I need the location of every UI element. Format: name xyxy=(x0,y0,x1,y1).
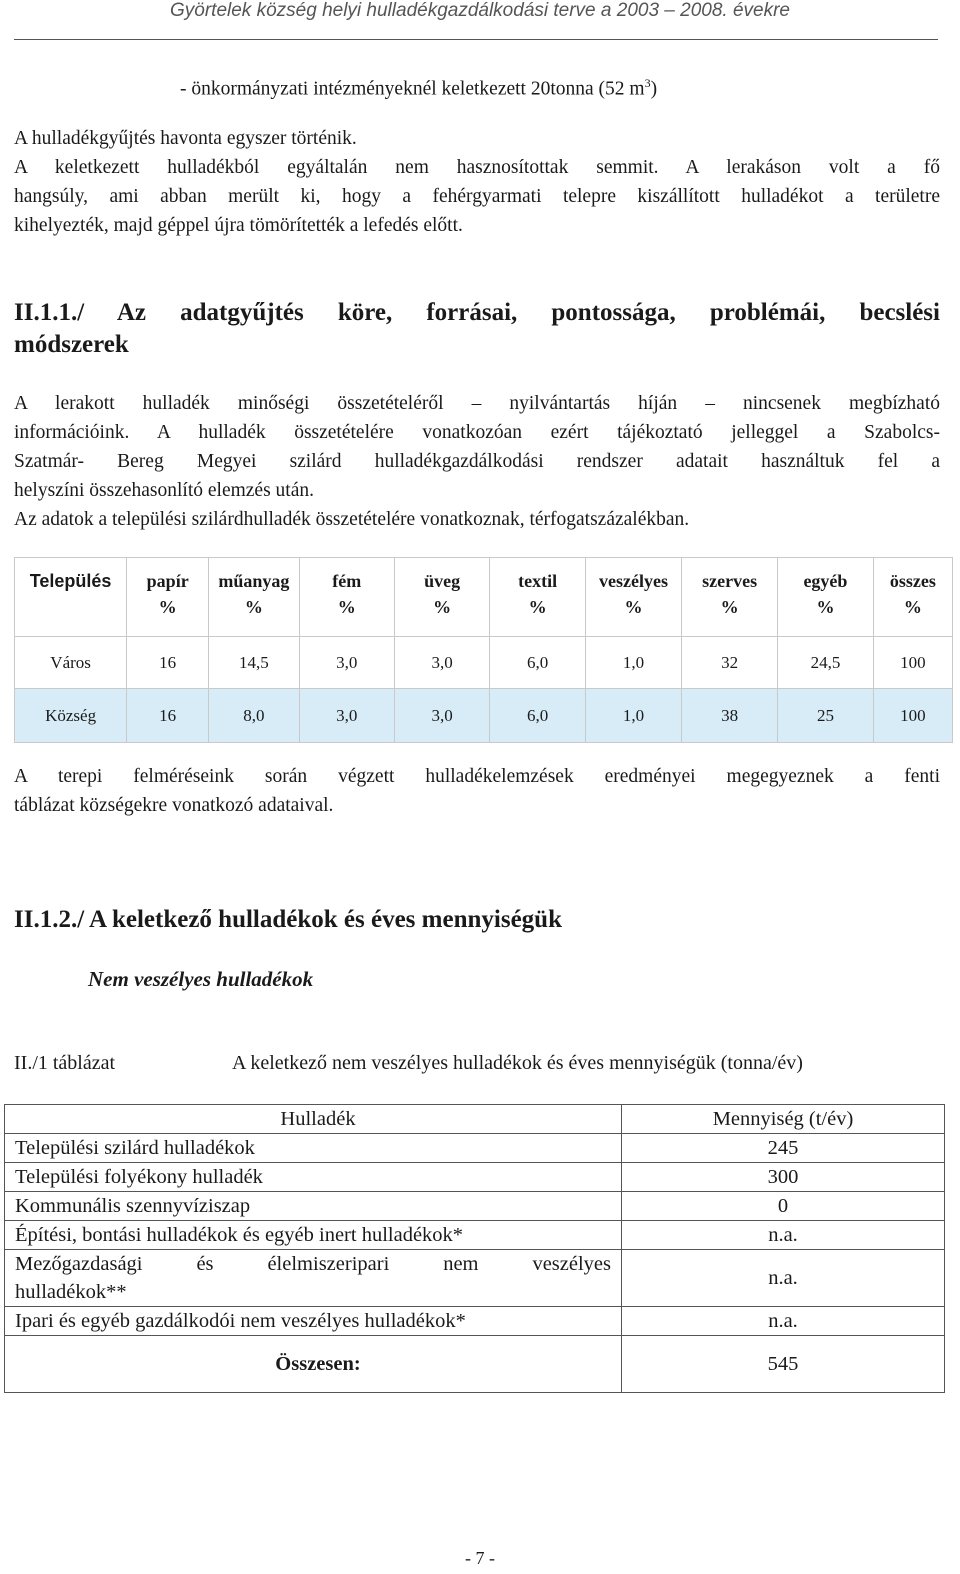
header-fem: fém % xyxy=(299,558,394,637)
row-value: 245 xyxy=(622,1134,945,1163)
header-hulladek: Hulladék xyxy=(5,1105,622,1134)
table-cell: 100 xyxy=(873,637,952,689)
row-value: n.a. xyxy=(622,1221,945,1250)
header-textil: textil % xyxy=(490,558,586,637)
header-muanyag: műanyag % xyxy=(209,558,300,637)
total-value: 545 xyxy=(622,1336,945,1393)
superscript-3: 3 xyxy=(644,76,651,90)
table-row xyxy=(5,1163,945,1192)
section-heading-adatgyujtes xyxy=(14,297,940,361)
table-cell: 38 xyxy=(682,689,778,743)
row-name: Építési, bontási hulladékok és egyéb inert hulladékok* xyxy=(5,1221,622,1250)
row-value: n.a. xyxy=(622,1250,945,1307)
row-name: Települési szilárd hulladékok xyxy=(5,1134,622,1163)
table-cell: 3,0 xyxy=(299,689,394,743)
subheading-nem-veszelyes: Nem veszélyes hulladékok xyxy=(88,967,314,991)
section1-line-2: információink. A hulladék összetételére vonatkozóan ezért tájékoztató jelleggel a Szabolcs- xyxy=(14,422,940,443)
intro-line-3: hangsúly, ami abban merült ki, hogy a fehérgyarmati telepre kiszállított hulladékot a területre xyxy=(14,186,940,207)
intro-paragraph xyxy=(14,124,940,240)
table-cell: 14,5 xyxy=(209,637,300,689)
table-cell: 3,0 xyxy=(394,637,489,689)
table-row-varos xyxy=(15,637,953,689)
intro-line-2: A keletkezett hulladékból egyáltalán nem hasznosítottak semmit. A lerakáson volt a fő xyxy=(14,157,940,178)
table-cell: Város xyxy=(15,637,127,689)
table-row xyxy=(5,1307,945,1336)
header-telepules: Település xyxy=(15,558,127,637)
intro-line-1: A hulladékgyűjtés havonta egyszer történik. xyxy=(14,128,357,149)
table-cell: 32 xyxy=(682,637,778,689)
table-row-total xyxy=(5,1336,945,1393)
table-cell: 1,0 xyxy=(585,637,681,689)
composition-table xyxy=(14,557,953,743)
section1-paragraph xyxy=(14,389,940,534)
table-label: II./1 táblázat xyxy=(14,1052,116,1074)
section-heading-line-2: módszerek xyxy=(14,331,129,358)
table-cell: 25 xyxy=(778,689,874,743)
row-value: 0 xyxy=(622,1192,945,1221)
row-name-multiline xyxy=(5,1250,622,1307)
header-uveg: üveg % xyxy=(394,558,489,637)
table-cell: 6,0 xyxy=(490,689,586,743)
header-osszes: összes % xyxy=(873,558,952,637)
header-egyeb: egyéb % xyxy=(778,558,874,637)
section1-line-3: Szatmár- Bereg Megyei szilárd hulladékgazdálkodási rendszer adatait használtuk fel a xyxy=(14,451,940,472)
row-name: Kommunális szennyvíziszap xyxy=(5,1192,622,1221)
table-cell: 24,5 xyxy=(778,637,874,689)
section-heading-keletkezo: II.1.2./ A keletkező hulladékok és éves mennyiségük xyxy=(14,906,562,933)
table-row xyxy=(5,1221,945,1250)
table-cell: 6,0 xyxy=(490,637,586,689)
row-name-line-1: Mezőgazdasági és élelmiszeripari nem veszélyes xyxy=(15,1253,611,1275)
list-item-text: - önkormányzati intézményeknél keletkezett 20tonna (52 m xyxy=(180,78,645,100)
row-name: Települési folyékony hulladék xyxy=(5,1163,622,1192)
table-row-kozseg xyxy=(15,689,953,743)
header-divider xyxy=(14,39,938,40)
row-name: Ipari és egyéb gazdálkodói nem veszélyes hulladékok* xyxy=(5,1307,622,1336)
page-number: - 7 - xyxy=(465,1548,495,1568)
list-item-close: ) xyxy=(650,78,658,100)
row-value: n.a. xyxy=(622,1307,945,1336)
total-label: Összesen: xyxy=(5,1336,622,1393)
list-item-intezmenyek xyxy=(180,69,657,104)
page-header-title: Györtelek község helyi hulladékgazdálkodási terve a 2003 – 2008. évekre xyxy=(170,0,790,21)
section-heading-line-1: II.1.1./ Az adatgyűjtés köre, forrásai, pontossága, problémái, becslési xyxy=(14,299,940,326)
table-cell: 3,0 xyxy=(299,637,394,689)
quantity-table xyxy=(4,1104,945,1393)
section1-line-5: Az adatok a települési szilárdhulladék összetételére vonatkoznak, térfogatszázalékban. xyxy=(14,509,690,530)
composition-header-row xyxy=(15,558,953,637)
section1-line-1: A lerakott hulladék minőségi összetételéről – nyilvántartás híján – nincsenek megbízható xyxy=(14,393,940,414)
table-cell: 3,0 xyxy=(394,689,489,743)
table-row xyxy=(5,1134,945,1163)
header-szerves: szerves % xyxy=(682,558,778,637)
row-name-line-2: hulladékok** xyxy=(15,1281,127,1303)
header-veszelyes: veszélyes % xyxy=(585,558,681,637)
header-mennyiseg: Mennyiség (t/év) xyxy=(622,1105,945,1134)
quantity-header-row xyxy=(5,1105,945,1134)
section1-line-4: helyszíni összehasonlító elemzés után. xyxy=(14,480,315,501)
after-table-line-2: táblázat községekre vonatkozó adataival. xyxy=(14,795,334,816)
row-value: 300 xyxy=(622,1163,945,1192)
table-cell: 8,0 xyxy=(209,689,300,743)
table-cell: Község xyxy=(15,689,127,743)
table-cell: 1,0 xyxy=(585,689,681,743)
table-caption: A keletkező nem veszélyes hulladékok és éves mennyiségük (tonna/év) xyxy=(232,1052,803,1074)
table-row xyxy=(5,1192,945,1221)
table-cell: 16 xyxy=(127,689,209,743)
after-table-paragraph xyxy=(14,762,940,820)
table-row xyxy=(5,1250,945,1307)
table-cell: 100 xyxy=(873,689,952,743)
intro-line-4: kihelyezték, majd géppel újra tömörítették a lefedés előtt. xyxy=(14,215,463,236)
table-cell: 16 xyxy=(127,637,209,689)
header-papir: papír % xyxy=(127,558,209,637)
after-table-line-1: A terepi felméréseink során végzett hulladékelemzések eredményei megegyeznek a fenti xyxy=(14,766,940,787)
